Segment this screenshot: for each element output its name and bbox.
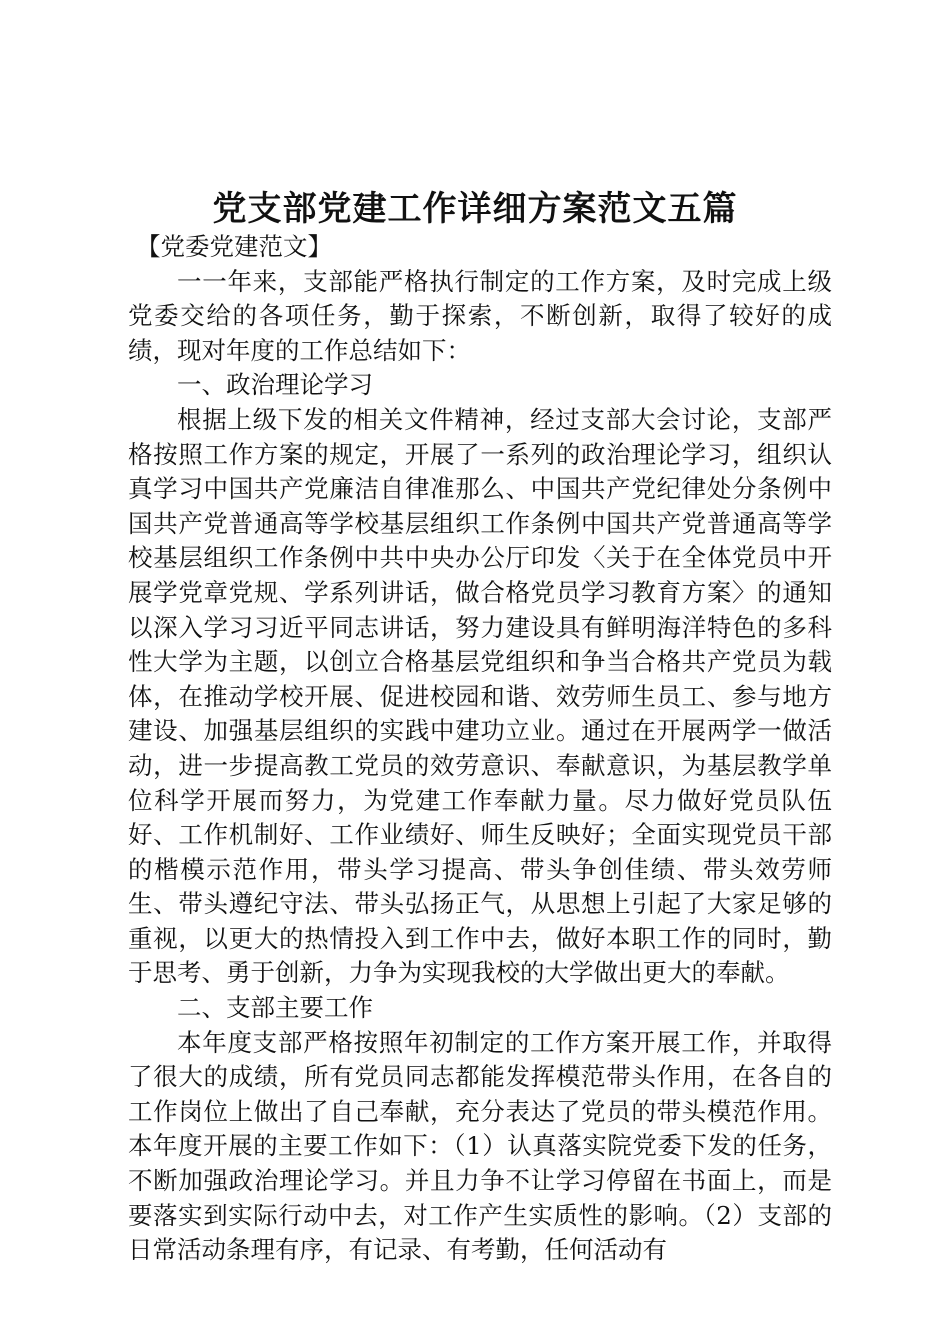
- section-heading-main-work: 二、支部主要工作: [177, 993, 373, 1023]
- category-tag: 【党委党建范文】: [136, 232, 332, 261]
- section-body-main-work: 本年度支部严格按照年初制定的工作方案开展工作，并取得了很大的成绩，所有党员同志都能发挥模范带头作用，在各自的工作岗位上做出了自己奉献，充分表达了党员的带头模范作用。本年度开展的主要工作如下：（1）认真落实院党委下发的任务，不断加强政治理论学习。并且力争不让学习停留在书面上，而是要落实到实际行动中去，对工作产生实质性的影响。（2）支部的日常活动条理有序，有记录、有考勤，任何活动有: [128, 1027, 832, 1265]
- document-body: [128, 230, 832, 1268]
- document-title: 党支部党建工作详细方案范文五篇: [212, 189, 738, 229]
- intro-paragraph: 一一年来，支部能严格执行制定的工作方案，及时完成上级党委交给的各项任务，勤于探索，不断创新，取得了较好的成绩，现对年度的工作总结如下：: [128, 266, 832, 365]
- section-body-politics: 根据上级下发的相关文件精神，经过支部大会讨论，支部严格按照工作方案的规定，开展了一系列的政治理论学习，组织认真学习中国共产党廉洁自律准那么、中国共产党纪律处分条例中国共产党普通高等学校基层组织工作条例中国共产党普通高等学校基层组织工作条例中共中央办公厅印发〈关于在全体党员中开展学党章党规、学系列讲话，做合格党员学习教育方案〉的通知以深入学习习近平同志讲话，努力建设具有鲜明海洋特色的多科性大学为主题，以创立合格基层党组织和争当合格共产党员为载体，在推动学校开展、促进校园和谐、效劳师生员工、参与地方建设、加强基层组织的实践中建功立业。通过在开展两学一做活动，进一步提高教工党员的效劳意识、奉献意识，为基层教学单位科学开展而努力，为党建工作奉献力量。尽力做好党员队伍好、工作机制好、工作业绩好、师生反映好；全面实现党员干部的楷模示范作用，带头学习提高、带头争创佳绩、带头效劳师生、带头遵纪守法、带头弘扬正气，从思想上引起了大家足够的重视，以更大的热情投入到工作中去，做好本职工作的同时，勤于思考、勇于创新，力争为实现我校的大学做出更大的奉献。: [128, 404, 832, 988]
- section-heading-politics: 一、政治理论学习: [177, 370, 373, 400]
